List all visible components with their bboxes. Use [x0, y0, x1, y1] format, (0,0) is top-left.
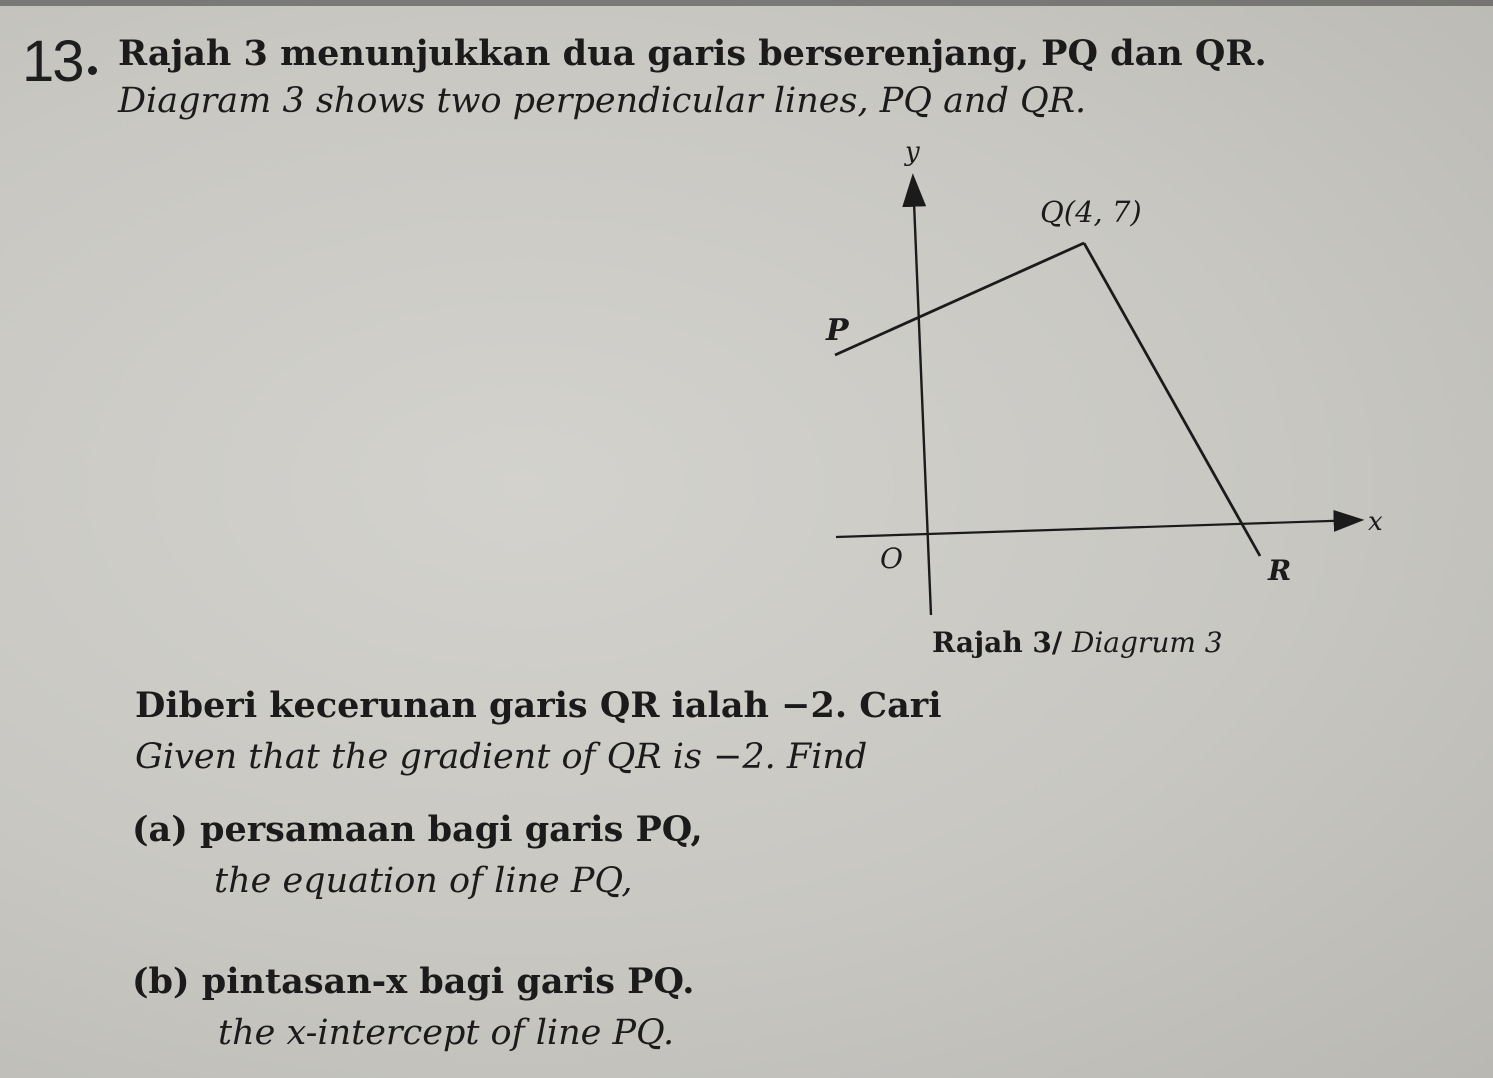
point-p-label: P — [826, 313, 849, 348]
x-axis-label: x — [1368, 507, 1383, 537]
origin-label: O — [880, 542, 903, 575]
part-b-malay: pintasan-x bagi garis PQ. — [201, 961, 695, 1002]
given-malay: Diberi kecerunan garis QR ialah −2. Cari — [135, 685, 942, 726]
part-a-malay: persamaan bagi garis PQ, — [200, 809, 703, 850]
question-number: 13 — [22, 29, 83, 94]
caption-malay: Rajah 3/ — [932, 626, 1063, 659]
part-b-label: (b) — [132, 961, 190, 1002]
caption-english: Diagrum 3 — [1071, 626, 1223, 659]
statement-malay: Rajah 3 menunjukkan dua garis berserenjang, PQ dan QR. — [118, 33, 1267, 74]
line-qr — [1084, 243, 1260, 556]
point-q-label: Q(4, 7) — [1040, 195, 1142, 229]
part-a-english: the equation of line PQ, — [214, 861, 633, 901]
point-r-label: R — [1268, 554, 1292, 587]
y-axis-label: y — [905, 137, 920, 167]
line-pq — [835, 243, 1084, 355]
x-axis — [836, 520, 1360, 537]
part-b-english: the x-intercept of line PQ. — [218, 1013, 675, 1053]
statement-english: Diagram 3 shows two perpendicular lines, PQ and QR. — [118, 81, 1087, 121]
y-axis — [913, 178, 931, 615]
given-english: Given that the gradient of QR is −2. Find — [135, 737, 868, 777]
part-a-label: (a) — [132, 809, 188, 850]
part-b — [132, 961, 695, 1002]
diagram-caption — [932, 626, 1223, 659]
part-a — [132, 809, 703, 850]
